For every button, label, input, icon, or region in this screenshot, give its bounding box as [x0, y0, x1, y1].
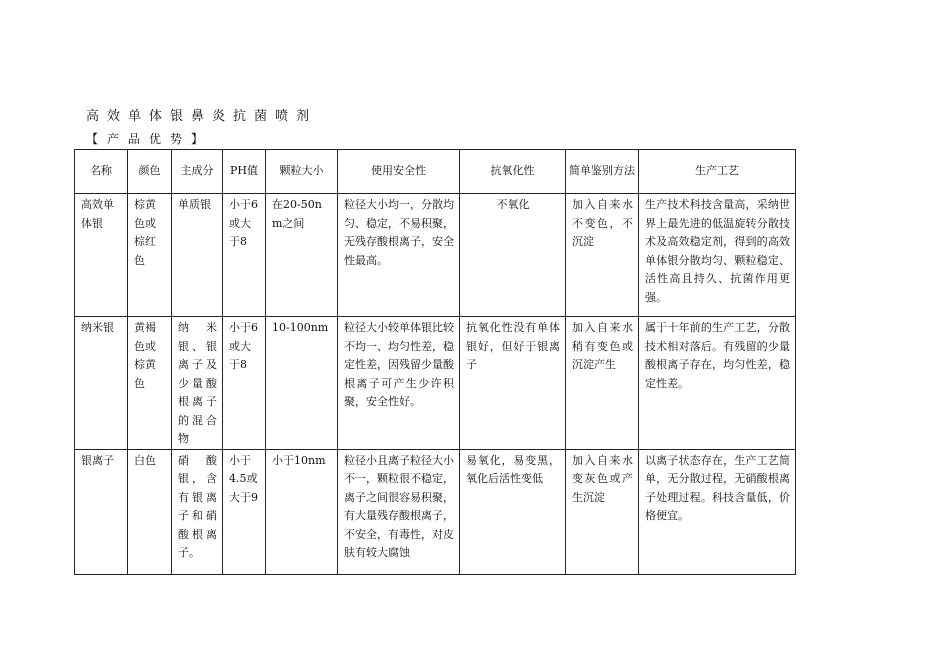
header-color: 颜色	[128, 150, 172, 194]
cell-color: 白色	[128, 449, 172, 574]
cell-production-process: 属于十年前的生产工艺，分散技术相对落后。有残留的少量酸根离子存在，均匀性差，稳定性差。	[639, 317, 796, 450]
header-production-process: 生产工艺	[639, 150, 796, 194]
cell-identification-method: 加入自来水稍有变色或沉淀产生	[566, 317, 639, 450]
cell-production-process: 生产技术科技含量高，采纳世界上最先进的低温旋转分散技术及高效稳定剂，得到的高效单体银分散均匀、颗粒稳定、活性高且持久、抗菌作用更强。	[639, 194, 796, 317]
cell-particle-size: 小于10nm	[266, 449, 338, 574]
cell-name: 纳米银	[75, 317, 128, 450]
cell-ph: 小于6或大于8	[223, 317, 266, 450]
cell-safety: 粒径大小均一，分散均匀、稳定，不易积聚，无残存酸根离子，安全性最高。	[338, 194, 460, 317]
section-heading: 【产品优势】	[86, 132, 213, 146]
cell-identification-method: 加入自来水变灰色或产生沉淀	[566, 449, 639, 574]
cell-main-ingredient: 单质银	[172, 194, 223, 317]
header-identification-method: 简单鉴别方法	[566, 150, 639, 194]
cell-particle-size: 在20-50nm之间	[266, 194, 338, 317]
table-row	[75, 317, 796, 450]
cell-identification-method: 加入自来水不变色，不沉淀	[566, 194, 639, 317]
document-title: 高效单体银鼻炎抗菌喷剂	[86, 109, 318, 124]
header-ph: PH值	[223, 150, 266, 194]
cell-color: 棕黄色或棕红色	[128, 194, 172, 317]
header-safety: 使用安全性	[338, 150, 460, 194]
cell-main-ingredient: 纳米银、银离子及少量酸根离子的混合物	[172, 317, 223, 450]
cell-safety: 粒径小且离子粒径大小不一，颗粒很不稳定，离子之间很容易积聚，有大量残存酸根离子，不安全，有毒性，对皮肤有较大腐蚀	[338, 449, 460, 574]
table-row	[75, 194, 796, 317]
comparison-table	[74, 149, 796, 575]
table-row	[75, 449, 796, 574]
cell-name: 高效单体银	[75, 194, 128, 317]
cell-safety: 粒径大小较单体银比较不均一、均匀性差，稳定性差，因残留少量酸根离子可产生少许积聚，安全性好。	[338, 317, 460, 450]
header-particle-size: 颗粒大小	[266, 150, 338, 194]
cell-oxidation-resistance: 易氧化，易变黑，氧化后活性变低	[460, 449, 566, 574]
cell-oxidation-resistance: 不氧化	[460, 194, 566, 317]
cell-ph: 小于4.5或大于9	[223, 449, 266, 574]
cell-oxidation-resistance: 抗氧化性没有单体银好，但好于银离子	[460, 317, 566, 450]
header-main-ingredient: 主成分	[172, 150, 223, 194]
header-name: 名称	[75, 150, 128, 194]
table-header-row	[75, 150, 796, 194]
cell-particle-size: 10-100nm	[266, 317, 338, 450]
cell-name: 银离子	[75, 449, 128, 574]
cell-main-ingredient: 硝酸银，含有银离子和硝酸根离子。	[172, 449, 223, 574]
cell-color: 黄褐色或棕黄色	[128, 317, 172, 450]
header-oxidation-resistance: 抗氧化性	[460, 150, 566, 194]
cell-production-process: 以离子状态存在，生产工艺简单，无分散过程，无硝酸根离子处理过程。科技含量低，价格便宜。	[639, 449, 796, 574]
cell-ph: 小于6或大于8	[223, 194, 266, 317]
